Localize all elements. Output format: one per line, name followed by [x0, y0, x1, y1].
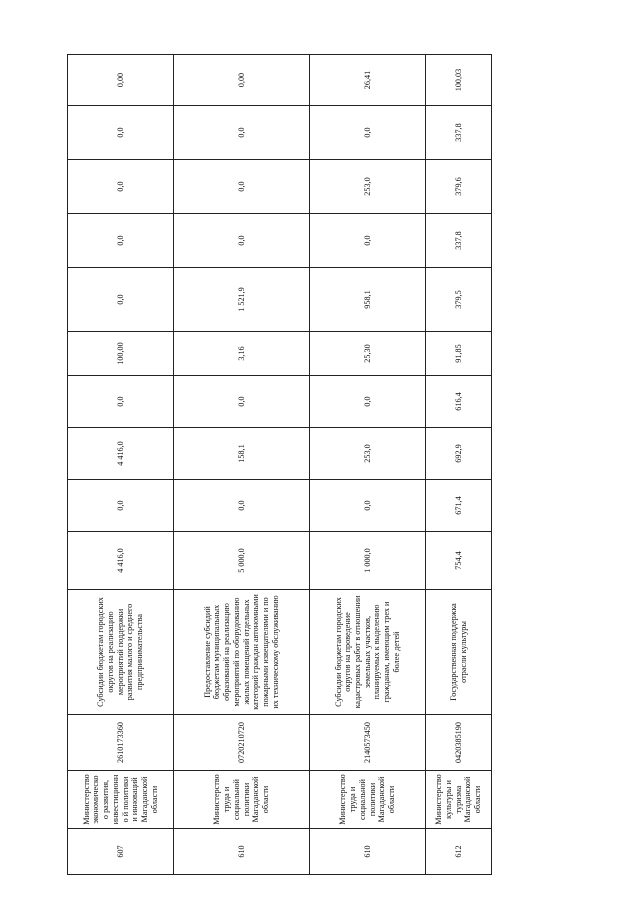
row-code-cell: 612: [426, 829, 492, 875]
value-cell: 3,16: [174, 332, 310, 376]
table-row: [174, 55, 310, 875]
row-code-cell: 607: [68, 829, 174, 875]
value-cell: 958,1: [310, 268, 426, 332]
ministry-cell: Министерство труда и социальной политики Магаданской области: [310, 771, 426, 829]
value-cell: 253,0: [310, 160, 426, 214]
value-cell: 0,0: [310, 480, 426, 532]
value-cell: 0,0: [310, 106, 426, 160]
value-cell: 91,85: [426, 332, 492, 376]
row-code-cell: 610: [310, 829, 426, 875]
description-cell: Субсидии бюджетам городских округов на реализацию мероприятий поддержки развития малого и среднего предпринимательства: [68, 590, 174, 715]
value-cell: 0,0: [68, 376, 174, 428]
value-cell: 0,0: [68, 268, 174, 332]
value-cell: 0,0: [68, 160, 174, 214]
table-row: [426, 55, 492, 875]
value-cell: 0,00: [174, 55, 310, 106]
value-cell: 1 000,0: [310, 532, 426, 590]
rotated-table-container: [67, 60, 491, 875]
value-cell: 0,0: [310, 214, 426, 268]
program-code-cell: 2610173360: [68, 715, 174, 771]
value-cell: 0,0: [174, 376, 310, 428]
ministry-cell: Министерство труда и социальной политики Магаданской области: [174, 771, 310, 829]
ministry-cell: Министерство культуры и туризма Магаданской области: [426, 771, 492, 829]
value-cell: 100,00: [68, 332, 174, 376]
description-cell: Государственная поддержка отрасли культуры: [426, 590, 492, 715]
value-cell: 671,4: [426, 480, 492, 532]
program-code-cell: 0420385190: [426, 715, 492, 771]
value-cell: 253,0: [310, 428, 426, 480]
value-cell: 0,0: [310, 376, 426, 428]
value-cell: 0,0: [174, 106, 310, 160]
value-cell: 379,6: [426, 160, 492, 214]
value-cell: 0,0: [174, 214, 310, 268]
description-cell: Субсидии бюджетам городских округов на проведение кадастровых работ в отношении земельных участков, планируемых к выделению гражданам, имеющим трех и более детей: [310, 590, 426, 715]
value-cell: 0,0: [68, 106, 174, 160]
program-code-cell: 0720210720: [174, 715, 310, 771]
value-cell: 0,0: [174, 160, 310, 214]
value-cell: 4 416,0: [68, 428, 174, 480]
ministry-cell: Министерство экономическо о развития, инвестиционно й политики и инноваций Магаданской области: [68, 771, 174, 829]
value-cell: 25,30: [310, 332, 426, 376]
value-cell: 754,4: [426, 532, 492, 590]
value-cell: 1 521,9: [174, 268, 310, 332]
value-cell: 26,41: [310, 55, 426, 106]
value-cell: 100,03: [426, 55, 492, 106]
value-cell: 616,4: [426, 376, 492, 428]
value-cell: 4 416,0: [68, 532, 174, 590]
description-cell: Предоставление субсидий бюджетам муниципальных образований на реализацию мероприятий по оборудованию жилых помещений отдельных категорий граждан автономными пожарными извещателями и по их техническому обслуживанию: [174, 590, 310, 715]
value-cell: 5 000,0: [174, 532, 310, 590]
value-cell: 0,0: [68, 214, 174, 268]
table-row: [68, 55, 174, 875]
value-cell: 0,0: [174, 480, 310, 532]
row-code-cell: 610: [174, 829, 310, 875]
value-cell: 0,0: [68, 480, 174, 532]
value-cell: 158,1: [174, 428, 310, 480]
value-cell: 692,9: [426, 428, 492, 480]
program-code-cell: 2140573450: [310, 715, 426, 771]
value-cell: 0,00: [68, 55, 174, 106]
value-cell: 337,8: [426, 214, 492, 268]
value-cell: 379,5: [426, 268, 492, 332]
value-cell: 337,8: [426, 106, 492, 160]
table-row: [310, 55, 426, 875]
budget-table: [67, 54, 492, 875]
